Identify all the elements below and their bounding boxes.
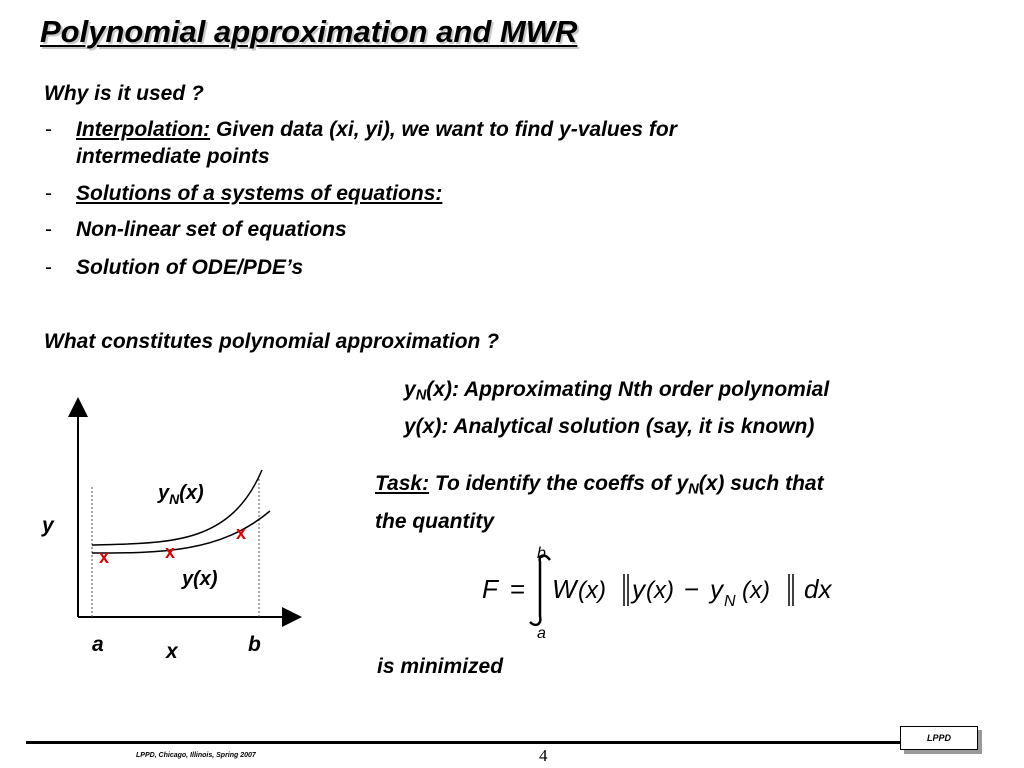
collocation-marker: x [165,542,176,562]
formula-y: y [632,574,645,604]
bullet-interpolation [76,118,677,142]
formula-dx: dx [804,574,832,604]
task-text: To identify the coeffs of y [429,472,689,495]
yN-definition [404,378,829,404]
yN-symbol: y [404,378,416,401]
task-label: Task: [375,472,430,495]
y-definition: y(x): Analytical solution (say, it is known) [404,415,815,438]
formula-lower-limit: a [537,625,546,642]
formula-minus: − [684,574,700,604]
yN-label-sub: N [169,491,180,507]
b-label: b [248,633,261,656]
objective-formula [470,538,850,648]
collocation-marker: x [236,523,247,543]
yN-label-rest: (x) [179,482,204,504]
formula-W: W [552,574,577,604]
is-minimized: is minimized [377,655,504,678]
formula-yx: (x) [646,577,674,604]
task-text-end: (x) such that [698,472,824,495]
bullet-text-continued: intermediate points [76,145,270,168]
task-line-1 [375,472,824,498]
formula-F: F [482,574,498,604]
bullet-nonlinear: Non-linear set of equations [76,218,347,241]
collocation-marker: x [99,547,110,567]
page-number: 4 [539,746,548,765]
slide-title: Polynomial approximation and MWR [40,14,578,49]
integral-sign [530,556,550,625]
formula-upper-limit: b [537,545,546,562]
footer-text: LPPD, Chicago, Illinois, Spring 2007 [136,752,256,759]
formula-Wx: (x) [578,577,606,604]
lppd-logo: LPPD [900,726,978,750]
bullet-dash: - [45,218,52,241]
formula-yNx: (x) [742,577,770,604]
task-line-2: the quantity [375,510,494,533]
footer-divider [26,741,980,744]
y-curve-label: y(x) [182,568,218,590]
bullet-dash: - [45,256,52,279]
bullet-dash: - [45,182,52,205]
yN-subscript: N [415,387,427,404]
bullet-lead: Interpolation: [76,118,211,141]
formula-yN: y [710,574,723,604]
why-heading: Why is it used ? [44,82,204,105]
a-label: a [92,633,104,656]
formula-equals: = [510,574,526,604]
approximation-graph [30,395,320,670]
y-axis-label: y [42,514,54,537]
bullet-dash: - [45,118,52,141]
bullet-solutions-systems: Solutions of a systems of equations: [76,182,443,205]
x-axis-label: x [166,640,178,663]
bullet-ode-pde: Solution of ODE/PDE’s [76,256,304,279]
task-subscript: N [688,481,699,498]
bullet-text: Given data (xi, yi), we want to find y-values for [210,118,677,141]
formula-N-sub: N [724,593,736,610]
yN-label-y: y [158,482,170,504]
yN-description: (x): Approximating Nth order polynomial [426,378,830,401]
yN-curve-label [157,482,204,507]
what-heading: What constitutes polynomial approximation ? [44,330,500,353]
